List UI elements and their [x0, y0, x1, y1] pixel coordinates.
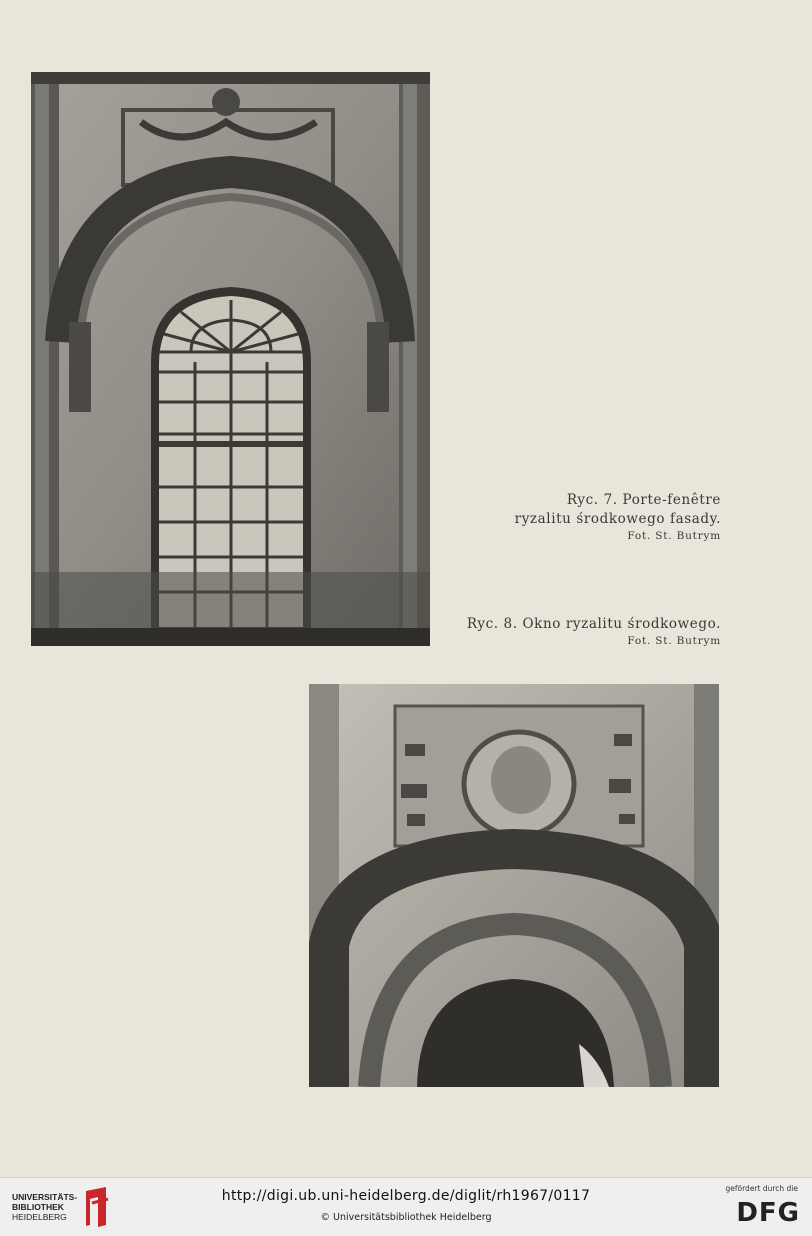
figure7-caption-line1: Ryc. 7. Porte-fenêtre — [566, 492, 721, 508]
figure7-caption-line2: ryzalitu środkowego fasady. — [514, 511, 721, 527]
figure8-caption — [467, 615, 721, 648]
photo-okno — [309, 684, 719, 1087]
library-line3: HEIDELBERG — [12, 1212, 67, 1222]
library-line2: BIBLIOTHEK — [12, 1202, 64, 1212]
photo-porte-fenetre — [31, 72, 430, 646]
footer-bar — [0, 1177, 812, 1236]
funding-note: gefördert durch die — [725, 1184, 798, 1193]
figure8-credit: Fot. St. Butrym — [627, 635, 721, 647]
library-line1: UNIVERSITÄTS- — [12, 1192, 78, 1202]
figure8-caption-line: Ryc. 8. Okno ryzalitu środkowego. — [466, 616, 721, 632]
dfg-logo: DFG — [736, 1198, 800, 1228]
figure7-credit: Fot. St. Butrym — [627, 530, 721, 542]
permalink-url[interactable]: http://digi.ub.uni-heidelberg.de/diglit/rh1967/0117 — [221, 1188, 591, 1204]
figure7-caption — [515, 491, 721, 543]
copyright-text: © Universitätsbibliothek Heidelberg — [320, 1212, 492, 1223]
